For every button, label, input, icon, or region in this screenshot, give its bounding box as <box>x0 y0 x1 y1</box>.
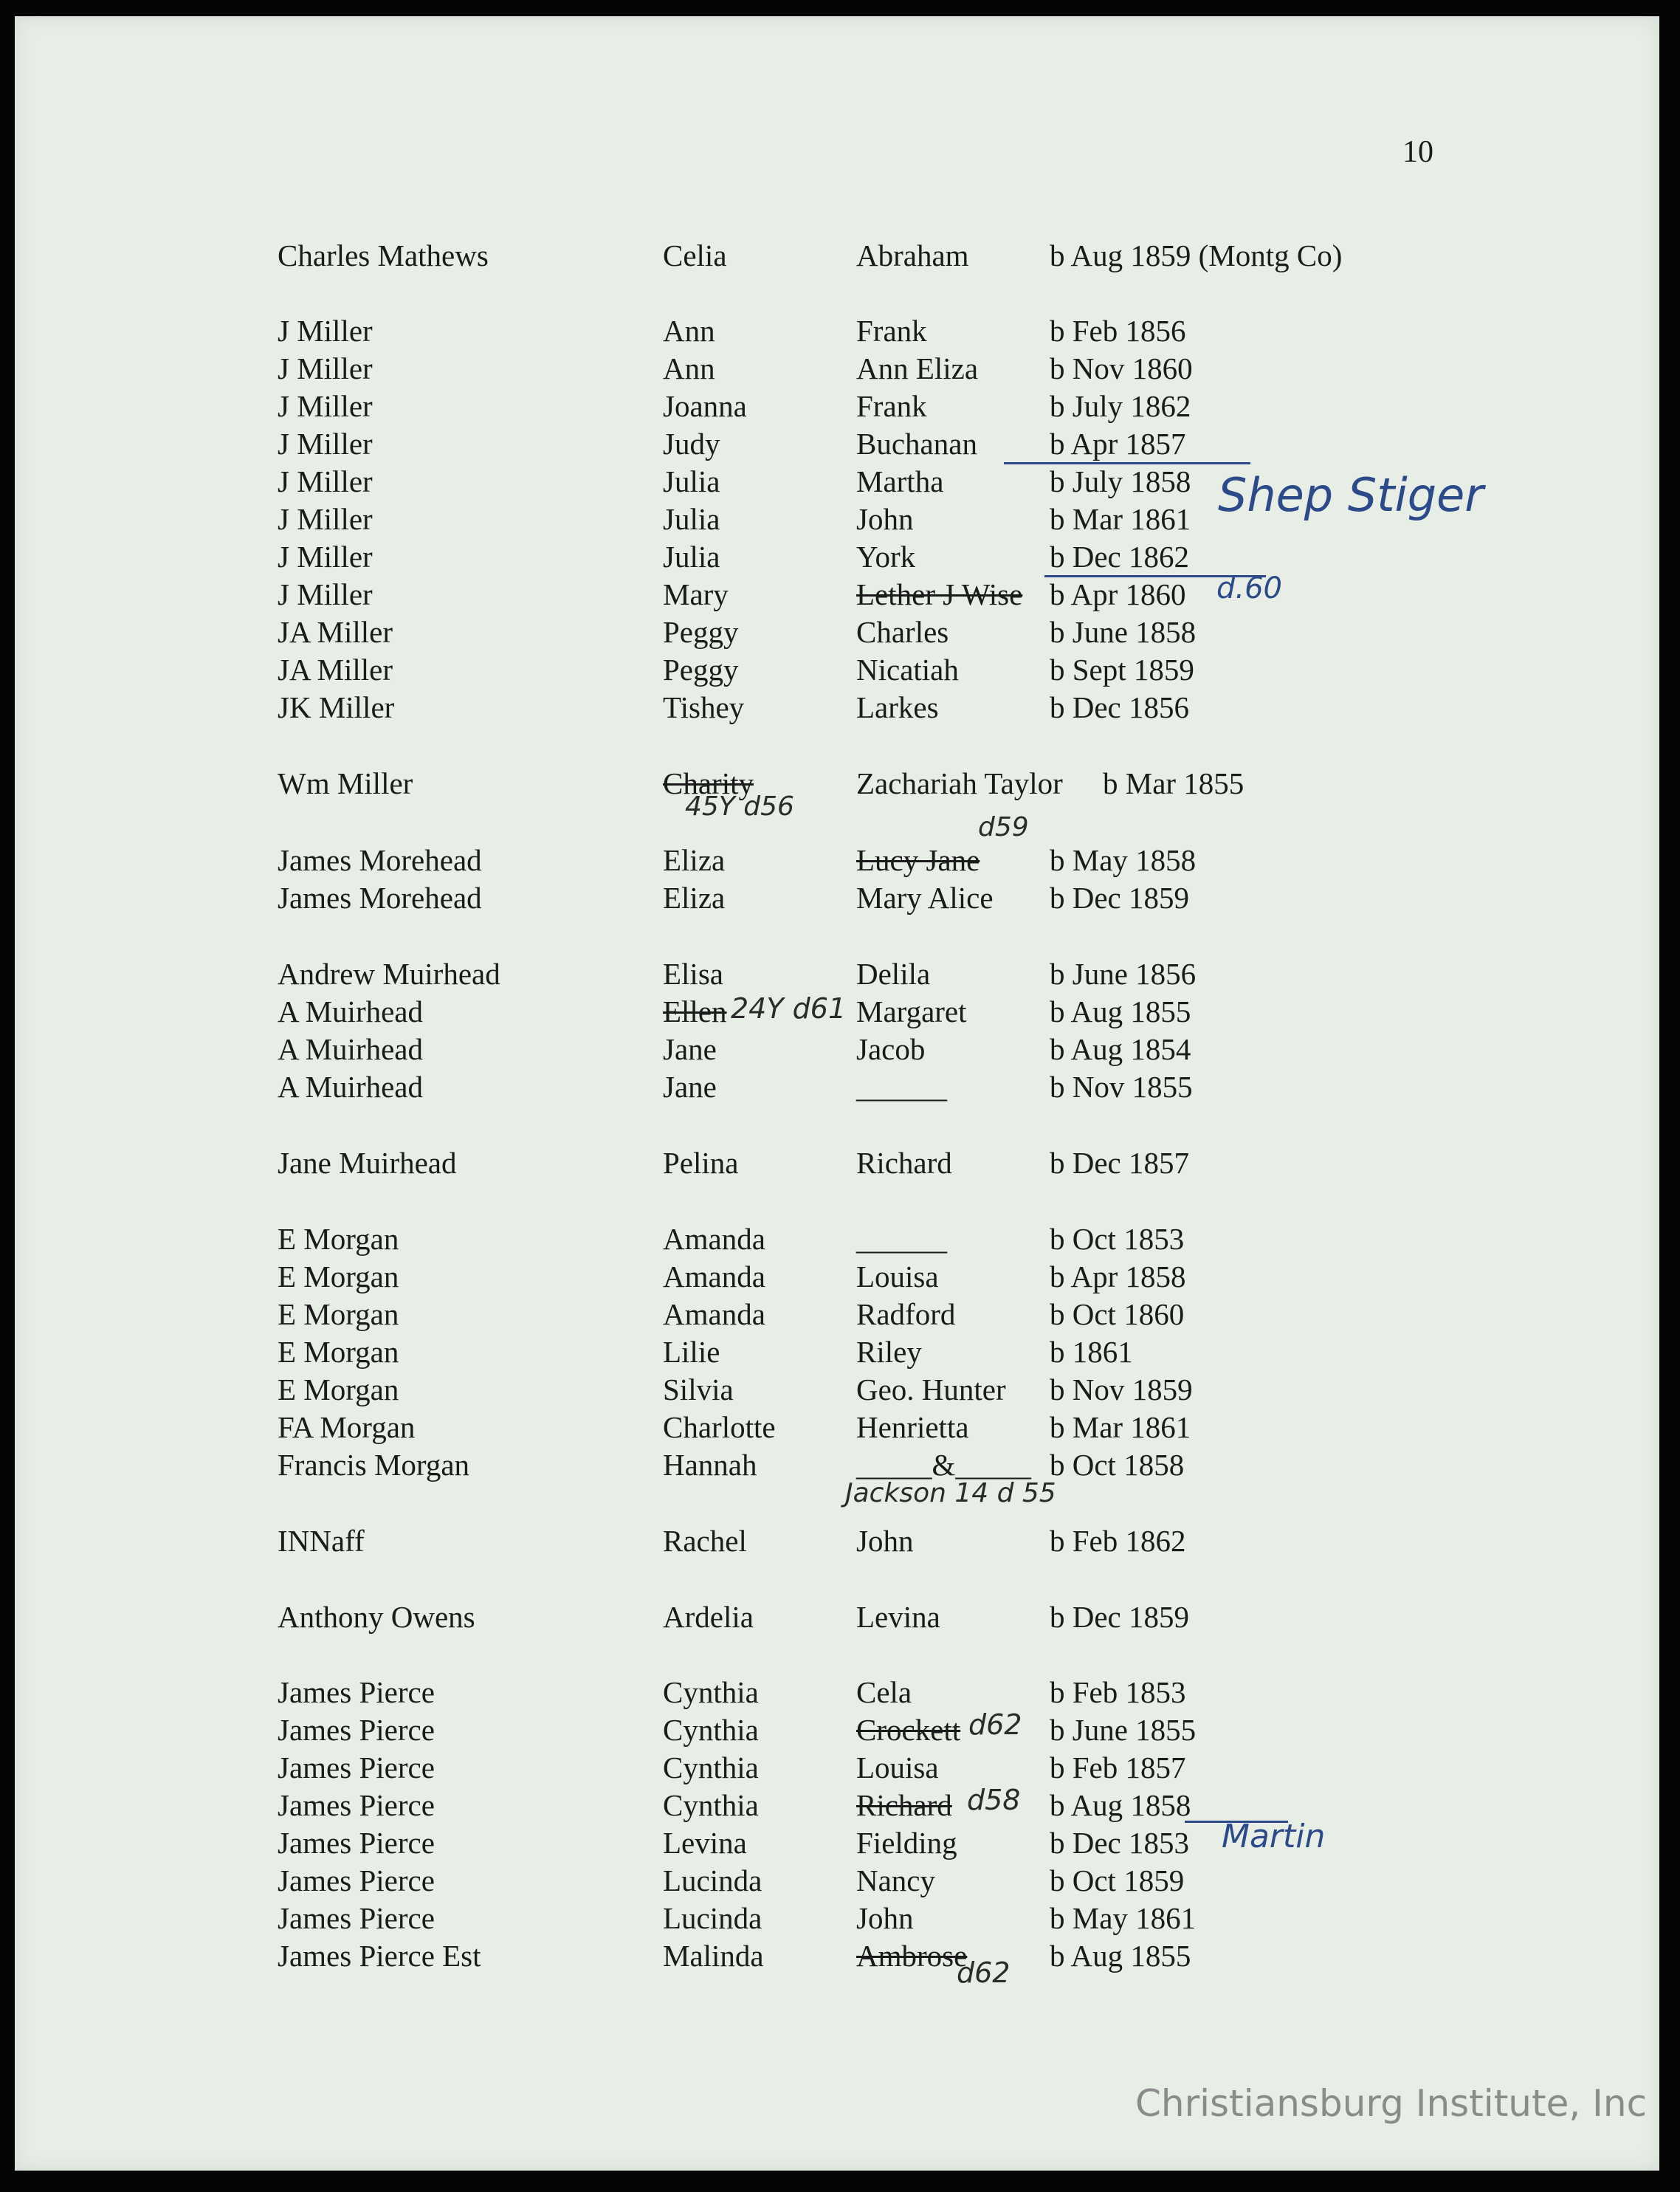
child-cell: Nancy <box>856 1863 936 1897</box>
owner-cell: Anthony Owens <box>278 1600 475 1634</box>
owner-cell: JA Miller <box>278 615 393 649</box>
birth-cell: b Nov 1859 <box>1050 1372 1193 1406</box>
owner-cell: James Pierce <box>278 1750 435 1784</box>
child-cell: Frank <box>856 389 927 423</box>
handwritten-note-ellen: 24Y d61 <box>731 992 847 1025</box>
mother-cell: Cynthia <box>663 1788 759 1822</box>
child-cell: John <box>856 1524 914 1558</box>
birth-cell: b 1861 <box>1050 1335 1133 1369</box>
mother-cell: Ann <box>663 351 715 385</box>
owner-cell: J Miller <box>278 351 373 385</box>
owner-cell: J Miller <box>278 577 373 611</box>
mother-cell: Ann <box>663 314 715 348</box>
mother-cell: Amanda <box>663 1297 765 1331</box>
child-cell: Ann Eliza <box>856 351 979 385</box>
child-cell: York <box>856 540 916 574</box>
mother-cell-struck: Ellen <box>663 994 727 1028</box>
mother-cell: Levina <box>663 1826 747 1860</box>
birth-cell: b Apr 1860 <box>1050 577 1186 611</box>
birth-cell: b June 1855 <box>1050 1713 1197 1747</box>
handwritten-underline <box>1004 462 1250 464</box>
mother-cell: Lucinda <box>663 1863 762 1897</box>
handwritten-note-lucy: d59 <box>978 812 1029 842</box>
child-cell: Charles <box>856 615 949 649</box>
birth-cell: b Oct 1860 <box>1050 1297 1185 1331</box>
birth-cell: b Dec 1853 <box>1050 1826 1190 1860</box>
child-cell-struck: Crockett <box>856 1713 961 1747</box>
mother-cell: Lilie <box>663 1335 720 1369</box>
child-cell: Louisa <box>856 1750 939 1784</box>
child-cell: Riley <box>856 1335 922 1369</box>
owner-cell: A Muirhead <box>278 1070 423 1104</box>
mother-cell: Eliza <box>663 843 726 877</box>
birth-cell: b Aug 1858 <box>1050 1788 1191 1822</box>
mother-cell: Jane <box>663 1032 717 1066</box>
owner-cell: Wm Miller <box>278 766 413 800</box>
birth-cell: b Dec 1862 <box>1050 540 1190 574</box>
handwritten-note-richard: d58 <box>967 1784 1021 1816</box>
birth-cell: b Nov 1855 <box>1050 1070 1193 1104</box>
owner-cell: Jane Muirhead <box>278 1146 457 1180</box>
handwritten-note-charity: 45Y d56 <box>685 791 794 822</box>
mother-cell: Cynthia <box>663 1675 759 1709</box>
mother-cell: Elisa <box>663 957 723 991</box>
owner-cell: JA Miller <box>278 653 393 687</box>
mother-cell: Julia <box>663 502 720 536</box>
mother-cell: Mary <box>663 577 729 611</box>
birth-cell: b Aug 1859 (Montg Co) <box>1050 238 1343 272</box>
watermark: Christiansburg Institute, Inc <box>1135 2082 1648 2125</box>
child-cell: ______ <box>856 1222 947 1256</box>
owner-cell: James Pierce <box>278 1788 435 1822</box>
child-cell: Martha <box>856 464 944 498</box>
child-cell: Jacob <box>856 1032 926 1066</box>
child-cell: Richard <box>856 1146 952 1180</box>
mother-cell: Silvia <box>663 1372 734 1406</box>
birth-cell: b Aug 1854 <box>1050 1032 1191 1066</box>
mother-cell: Charlotte <box>663 1410 776 1444</box>
birth-cell: b Oct 1858 <box>1050 1448 1185 1482</box>
birth-cell: b Oct 1859 <box>1050 1863 1185 1897</box>
mother-cell: Amanda <box>663 1222 765 1256</box>
birth-cell: b Mar 1861 <box>1050 1410 1191 1444</box>
birth-cell: b Apr 1857 <box>1050 427 1186 461</box>
birth-cell: b May 1861 <box>1050 1901 1197 1935</box>
mother-cell: Jane <box>663 1070 717 1104</box>
owner-cell: E Morgan <box>278 1260 399 1293</box>
owner-cell: James Pierce <box>278 1863 435 1897</box>
mother-cell: Cynthia <box>663 1713 759 1747</box>
mother-cell: Peggy <box>663 615 739 649</box>
birth-cell: b Dec 1856 <box>1050 690 1190 724</box>
child-cell: Buchanan <box>856 427 977 461</box>
mother-cell: Celia <box>663 238 727 272</box>
handwritten-note-ambrose: d62 <box>957 1956 1011 1989</box>
owner-cell: J Miller <box>278 389 373 423</box>
birth-cell: b Feb 1862 <box>1050 1524 1186 1558</box>
handwritten-note-shep-stiger: Shep Stiger <box>1218 468 1484 522</box>
child-cell: Louisa <box>856 1260 939 1293</box>
mother-cell-struck: Charity <box>663 766 754 800</box>
owner-cell: E Morgan <box>278 1372 399 1406</box>
birth-cell: b Oct 1853 <box>1050 1222 1185 1256</box>
mother-cell: Cynthia <box>663 1750 759 1784</box>
child-cell: Margaret <box>856 994 967 1028</box>
child-cell: Delila <box>856 957 931 991</box>
birth-cell: b Aug 1855 <box>1050 1939 1191 1973</box>
mother-cell: Pelina <box>663 1146 739 1180</box>
owner-cell: J Miller <box>278 427 373 461</box>
owner-cell: James Pierce <box>278 1826 435 1860</box>
owner-cell: INNaff <box>278 1524 365 1558</box>
child-cell: Fielding <box>856 1826 957 1860</box>
mother-cell: Rachel <box>663 1524 747 1558</box>
birth-cell: b May 1858 <box>1050 843 1197 877</box>
birth-cell: b Mar 1861 <box>1050 502 1191 536</box>
child-cell: John <box>856 1901 914 1935</box>
mother-cell: Peggy <box>663 653 739 687</box>
owner-cell: James Pierce <box>278 1675 435 1709</box>
mother-cell: Tishey <box>663 690 745 724</box>
birth-cell: b June 1858 <box>1050 615 1197 649</box>
mother-cell: Lucinda <box>663 1901 762 1935</box>
owner-cell: E Morgan <box>278 1222 399 1256</box>
birth-cell: b Nov 1860 <box>1050 351 1193 385</box>
document-page <box>15 16 1659 2171</box>
mother-cell: Julia <box>663 464 720 498</box>
mother-cell: Ardelia <box>663 1600 754 1634</box>
birth-cell: b Apr 1858 <box>1050 1260 1186 1293</box>
birth-cell: b Dec 1859 <box>1050 1600 1190 1634</box>
owner-cell: James Morehead <box>278 881 482 915</box>
owner-cell: JK Miller <box>278 690 395 724</box>
mother-cell: Joanna <box>663 389 747 423</box>
handwritten-note-martin: Martin <box>1222 1818 1326 1855</box>
owner-cell: Francis Morgan <box>278 1448 470 1482</box>
child-cell: Geo. Hunter <box>856 1372 1006 1406</box>
child-cell: John <box>856 502 914 536</box>
child-cell: Larkes <box>856 690 939 724</box>
owner-cell: J Miller <box>278 464 373 498</box>
owner-cell: J Miller <box>278 502 373 536</box>
child-cell: Abraham <box>856 238 969 272</box>
birth-cell: b July 1858 <box>1050 464 1191 498</box>
handwritten-note-crockett: d62 <box>968 1708 1022 1741</box>
owner-cell: James Pierce <box>278 1901 435 1935</box>
owner-cell: E Morgan <box>278 1297 399 1331</box>
owner-cell: James Pierce <box>278 1713 435 1747</box>
child-cell: Mary Alice <box>856 881 994 915</box>
birth-cell: b Feb 1853 <box>1050 1675 1186 1709</box>
mother-cell: Eliza <box>663 881 726 915</box>
child-cell-struck: Lether J Wise <box>856 577 1023 611</box>
child-cell: ______ <box>856 1070 947 1104</box>
owner-cell: James Morehead <box>278 843 482 877</box>
birth-cell: b Feb 1856 <box>1050 314 1186 348</box>
handwritten-note-d60: d.60 <box>1216 571 1283 605</box>
owner-cell: J Miller <box>278 540 373 574</box>
birth-cell: b June 1856 <box>1050 957 1197 991</box>
owner-cell: FA Morgan <box>278 1410 416 1444</box>
child-cell-struck: Lucy Jane <box>856 843 980 877</box>
child-cell: _____&_____ <box>856 1448 1031 1482</box>
owner-cell: Andrew Muirhead <box>278 957 500 991</box>
mother-cell: Malinda <box>663 1939 764 1973</box>
owner-cell: Charles Mathews <box>278 238 489 272</box>
birth-cell: b July 1862 <box>1050 389 1191 423</box>
owner-cell: A Muirhead <box>278 994 423 1028</box>
page-number: 10 <box>1402 135 1433 169</box>
child-cell-struck: Ambrose <box>856 1939 968 1973</box>
child-cell-struck: Richard <box>856 1788 952 1822</box>
owner-cell: J Miller <box>278 314 373 348</box>
birth-cell: b Dec 1857 <box>1050 1146 1190 1180</box>
owner-cell: A Muirhead <box>278 1032 423 1066</box>
child-cell: Frank <box>856 314 927 348</box>
birth-cell: b Mar 1855 <box>1103 766 1244 800</box>
mother-cell: Hannah <box>663 1448 757 1482</box>
handwritten-note-jackson: Jackson 14 d 55 <box>845 1478 1056 1508</box>
owner-cell: E Morgan <box>278 1335 399 1369</box>
birth-cell: b Dec 1859 <box>1050 881 1190 915</box>
child-cell: Henrietta <box>856 1410 969 1444</box>
birth-cell: b Sept 1859 <box>1050 653 1194 687</box>
mother-cell: Amanda <box>663 1260 765 1293</box>
birth-cell: b Aug 1855 <box>1050 994 1191 1028</box>
child-cell: Radford <box>856 1297 956 1331</box>
mother-cell: Julia <box>663 540 720 574</box>
child-cell: Zachariah Taylor <box>856 766 1063 800</box>
child-cell: Levina <box>856 1600 940 1634</box>
owner-cell: James Pierce Est <box>278 1939 481 1973</box>
mother-cell: Judy <box>663 427 720 461</box>
child-cell: Cela <box>856 1675 912 1709</box>
birth-cell: b Feb 1857 <box>1050 1750 1186 1784</box>
child-cell: Nicatiah <box>856 653 959 687</box>
